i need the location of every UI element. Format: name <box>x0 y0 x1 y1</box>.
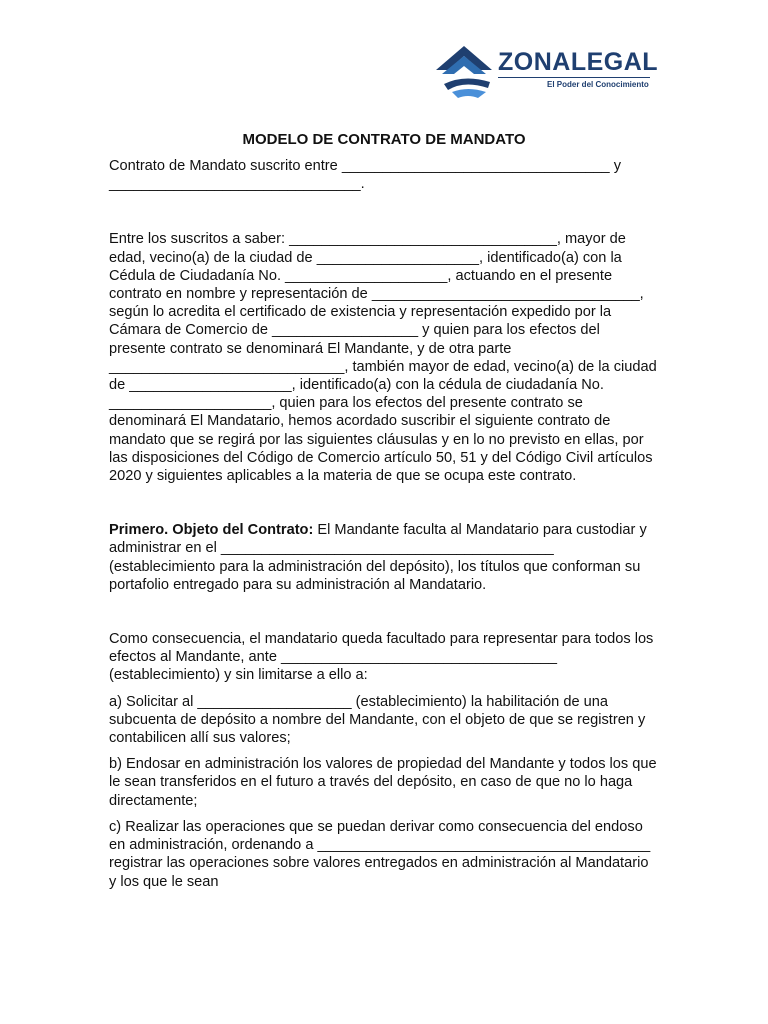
list-item-c: c) Realizar las operaciones que se puedan derivar como consecuencia del endoso en administración, ordenando a _________________________________________ registrar las operaciones sobre valores entregados en administración al Mandatario y los que le sean <box>109 818 651 890</box>
parties-paragraph: Entre los suscritos a saber: _________________________________, mayor de edad, vecino(a) de la ciudad de ____________________, identificado(a) con la Cédula de Ciudadanía No. ____________________, actuando en el presente contrato en nombre y representación de _________________________________, según lo acredita el certificado de existencia y representación expedido por la Cámara de Comercio de __________________ y quien para los efectos del presente contrato se denominará El Mandante, y de otra parte _____________________________, también mayor de edad, vecino(a) de la ciudad de ____________________, identificado(a) con la cédula de ciudadanía No. ____________________, quien para los efectos del presente contrato se denominará El Mandatario, hemos acordado suscribir el siguiente contrato de mandato que se regirá por las siguientes cláusulas y en lo no previsto en ellas, por las disposiciones del Código de Comercio artículo 50, 51 y del Código Civil artículos 2020 y siguientes aplicables a la materia de que se ocupa este contrato. <box>109 231 657 485</box>
document-title: MODELO DE CONTRATO DE MANDATO <box>242 131 526 148</box>
list-item-b: b) Endosar en administración los valores de propiedad del Mandante y todos los que le sean transferidos en el futuro a través del depósito, en caso de que no lo haga directamente; <box>109 756 657 809</box>
clause-first-label: Primero. Objeto del Contrato: <box>109 522 314 539</box>
consequence-paragraph: Como consecuencia, el mandatario queda facultado para representar para todos los efectos al Mandante, ante __________________________________ (establecimiento) y sin limitarse a ello a: <box>109 631 654 684</box>
clause-first-text: El Mandante faculta al Mandatario para custodiar y administrar en el _________________________________________ (establecimiento para la administración del depósito), los títulos que conforman su portafolio entregado para su administración al Mandatario. <box>109 522 647 593</box>
zonalegal-logo[interactable] <box>434 44 659 100</box>
clause-first-paragraph <box>109 521 657 594</box>
document-body <box>109 157 657 891</box>
brand-name: ZONALEGAL <box>498 48 659 76</box>
logo-mark-icon <box>434 44 496 100</box>
list-item-a: a) Solicitar al ___________________ (establecimiento) la habilitación de una subcuenta de depósito a nombre del Mandante, con el objeto de que se registren y contabilicen allí sus valores; <box>109 693 646 747</box>
brand-divider <box>498 77 650 78</box>
brand-tagline: El Poder del Conocimiento <box>547 80 649 89</box>
intro-paragraph: Contrato de Mandato suscrito entre _________________________________ y _______________________________. <box>109 158 622 193</box>
